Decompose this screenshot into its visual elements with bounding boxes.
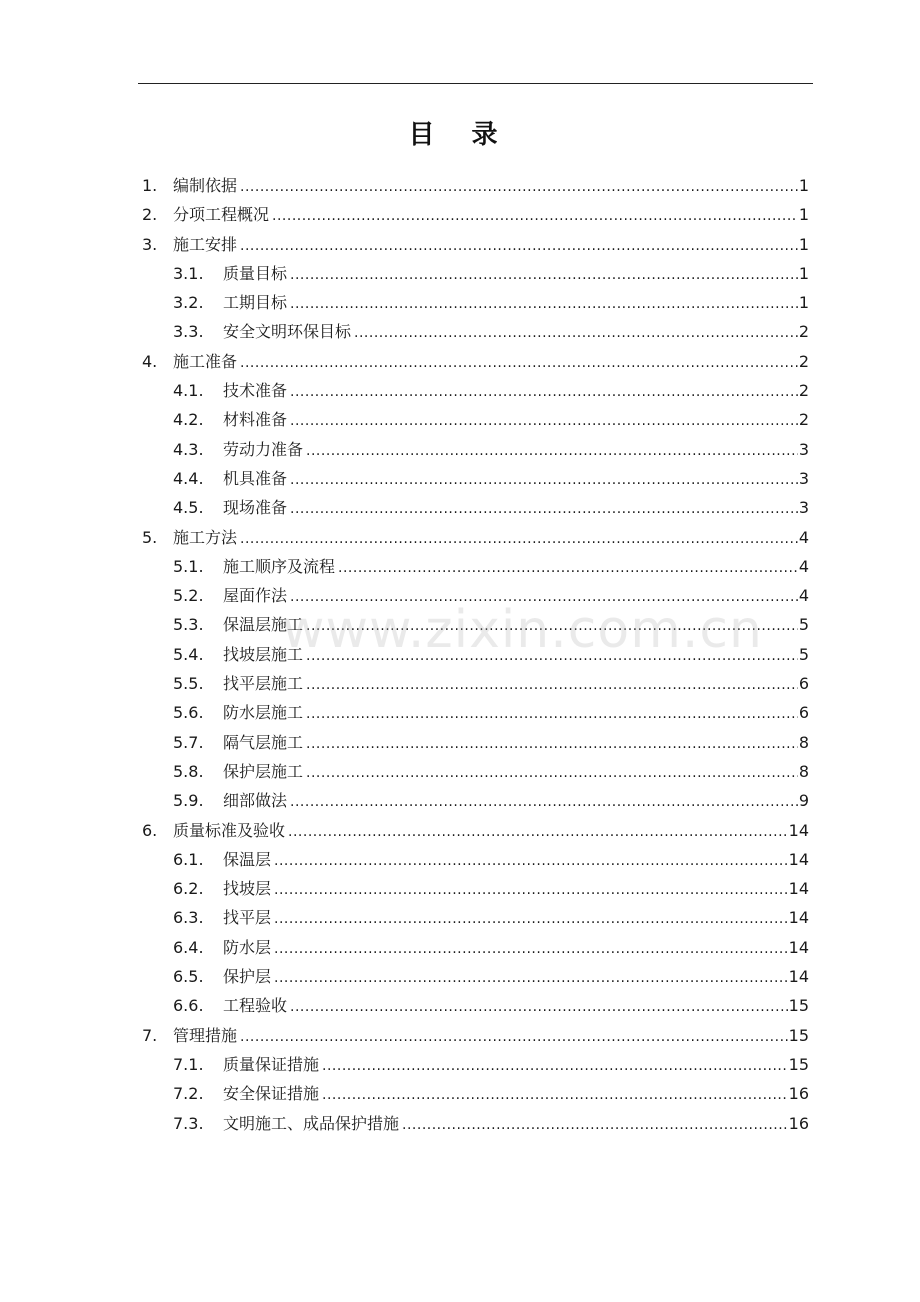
toc-dot-leader	[306, 757, 798, 786]
toc-entry-number: 5.6.	[173, 703, 204, 723]
toc-entry-label: 编制依据	[173, 176, 238, 195]
toc-entry-page: 8	[798, 732, 809, 752]
toc-dot-leader	[274, 903, 788, 932]
toc-entry-number: 3.1.	[173, 263, 204, 283]
toc-entry[interactable]	[142, 552, 809, 581]
toc-entry-page: 3	[798, 439, 809, 459]
toc-entry-number: 7.3.	[173, 1113, 204, 1133]
toc-entry-page: 2	[798, 351, 809, 371]
toc-entry-label: 屋面作法	[223, 586, 288, 606]
toc-entry-label: 细部做法	[223, 791, 288, 811]
toc-entry-number: 4.1.	[173, 381, 204, 401]
toc-dot-leader	[306, 669, 798, 698]
toc-dot-leader	[290, 288, 798, 317]
toc-entry-page: 1	[798, 205, 809, 225]
toc-dot-leader	[240, 523, 798, 552]
toc-entry-number: 4.2.	[173, 410, 204, 430]
toc-entry-page: 1	[798, 263, 809, 283]
toc-entry-number: 3.3.	[173, 322, 204, 342]
toc-entry[interactable]	[142, 493, 809, 522]
toc-entry-label: 工程验收	[223, 996, 288, 1016]
toc-entry-label: 分项工程概况	[173, 205, 270, 225]
toc-entry-number: 5.5.	[173, 674, 204, 694]
toc-entry-page: 1	[798, 293, 809, 313]
toc-entry-page: 9	[798, 791, 809, 811]
toc-entry-page: 14	[788, 908, 809, 928]
toc-entry[interactable]	[142, 786, 809, 815]
toc-entry-page: 15	[788, 1054, 809, 1074]
toc-entry[interactable]	[142, 757, 809, 786]
toc-entry[interactable]	[142, 523, 809, 552]
toc-entry[interactable]	[142, 1079, 809, 1108]
toc-entry-page: 16	[788, 1113, 809, 1133]
toc-entry[interactable]	[142, 610, 809, 639]
toc-entry-page: 14	[788, 937, 809, 957]
toc-entry-number: 6.	[142, 820, 158, 840]
header-rule	[138, 83, 813, 84]
toc-entry-number: 4.4.	[173, 468, 204, 488]
watermark: www.zixin.com.cn	[282, 600, 763, 660]
toc-entry-page: 5	[798, 644, 809, 664]
toc-dot-leader	[290, 405, 798, 434]
toc-entry-page: 16	[788, 1084, 809, 1104]
toc-entry-page: 3	[798, 498, 809, 518]
toc-dot-leader	[354, 317, 798, 346]
toc-entry-label: 管理措施	[173, 1025, 238, 1045]
toc-entry-page: 8	[798, 761, 809, 781]
toc-entry-label: 施工安排	[173, 234, 238, 254]
toc-entry-number: 5.	[142, 527, 158, 547]
toc-entry-number: 3.	[142, 234, 158, 254]
toc-dot-leader	[274, 962, 788, 991]
toc-entry-label: 机具准备	[223, 468, 288, 488]
toc-entry[interactable]	[142, 200, 809, 229]
toc-dot-leader	[306, 698, 798, 727]
toc-dot-leader	[288, 816, 788, 845]
toc-dot-leader	[274, 845, 788, 874]
toc-entry-page: 14	[788, 849, 809, 869]
toc-entry[interactable]	[142, 435, 809, 464]
toc-dot-leader	[306, 610, 798, 639]
toc-entry-label: 保温层	[223, 849, 272, 869]
toc-entry[interactable]	[142, 991, 809, 1020]
toc-entry[interactable]	[142, 288, 809, 317]
toc-entry-label: 工期目标	[223, 293, 288, 313]
toc-entry-page: 15	[788, 1025, 809, 1045]
toc-entry-label: 保温层施工	[223, 615, 304, 635]
toc-entry[interactable]	[142, 962, 809, 991]
toc-dot-leader	[322, 1050, 788, 1079]
toc-dot-leader	[338, 552, 798, 581]
toc-entry-page: 4	[798, 586, 809, 606]
toc-entry-number: 4.3.	[173, 439, 204, 459]
page-title: 目 录	[408, 120, 512, 150]
toc-entry-number: 5.3.	[173, 615, 204, 635]
toc-entry-number: 6.5.	[173, 967, 204, 987]
toc-dot-leader	[322, 1079, 788, 1108]
toc-entry-number: 4.	[142, 351, 158, 371]
toc-entry-number: 5.9.	[173, 791, 204, 811]
toc-entry-page: 6	[798, 703, 809, 723]
toc-dot-leader	[240, 230, 798, 259]
toc-entry-page: 5	[798, 615, 809, 635]
toc-entry[interactable]	[142, 728, 809, 757]
toc-entry[interactable]	[142, 640, 809, 669]
toc-entry-label: 现场准备	[223, 498, 288, 518]
toc-entry-page: 3	[798, 468, 809, 488]
toc-dot-leader	[240, 1021, 788, 1050]
toc-entry-label: 材料准备	[223, 410, 288, 430]
toc-entry-label: 施工顺序及流程	[223, 556, 336, 576]
toc-entry-number: 6.1.	[173, 849, 204, 869]
toc-entry[interactable]	[142, 405, 809, 434]
toc-entry-label: 劳动力准备	[223, 439, 304, 459]
toc-dot-leader	[306, 435, 798, 464]
toc-entry-label: 安全文明环保目标	[223, 322, 352, 342]
toc-dot-leader	[290, 786, 798, 815]
toc-entry-label: 隔气层施工	[223, 732, 304, 752]
toc-dot-leader	[290, 991, 788, 1020]
toc-entry-number: 6.6.	[173, 996, 204, 1016]
toc-entry[interactable]	[142, 816, 809, 845]
toc-dot-leader	[306, 728, 798, 757]
toc-dot-leader	[290, 493, 798, 522]
toc-entry-label: 施工方法	[173, 527, 238, 547]
toc-entry-number: 6.4.	[173, 937, 204, 957]
toc-entry-number: 5.2.	[173, 586, 204, 606]
toc-entry-label: 文明施工、成品保护措施	[223, 1113, 400, 1133]
toc-entry[interactable]	[142, 669, 809, 698]
toc-dot-leader	[290, 376, 798, 405]
toc-entry-label: 防水层	[223, 937, 272, 957]
toc-entry[interactable]	[142, 581, 809, 610]
toc-entry-label: 防水层施工	[223, 703, 304, 723]
toc-entry[interactable]	[142, 933, 809, 962]
toc-entry-number: 4.5.	[173, 498, 204, 518]
toc-entry[interactable]	[142, 347, 809, 376]
toc-entry-number: 6.3.	[173, 908, 204, 928]
toc-entry-number: 7.	[142, 1025, 158, 1045]
toc-entry-page: 2	[798, 322, 809, 342]
toc-entry-number: 5.4.	[173, 644, 204, 664]
toc-entry[interactable]	[142, 376, 809, 405]
toc-dot-leader	[240, 171, 798, 200]
toc-entry-number: 2.	[142, 205, 158, 225]
toc-entry-label: 找坡层	[223, 879, 272, 899]
toc-entry-label: 技术准备	[223, 381, 288, 401]
toc-entry[interactable]	[142, 317, 809, 346]
toc-entry[interactable]	[142, 1050, 809, 1079]
toc-entry-label: 找平层施工	[223, 674, 304, 694]
toc-entry[interactable]	[142, 1109, 809, 1138]
toc-entry-page: 14	[788, 820, 809, 840]
toc-dot-leader	[240, 347, 798, 376]
toc-dot-leader	[290, 464, 798, 493]
toc-dot-leader	[290, 581, 798, 610]
toc-entry[interactable]	[142, 845, 809, 874]
toc-entry[interactable]	[142, 1021, 809, 1050]
toc-entry-page: 4	[798, 556, 809, 576]
toc-entry-label: 质量目标	[223, 263, 288, 283]
toc-entry[interactable]	[142, 874, 809, 903]
toc-entry[interactable]	[142, 259, 809, 288]
toc-entry-page: 2	[798, 410, 809, 430]
toc-entry-label: 安全保证措施	[223, 1084, 320, 1104]
toc-entry-label: 保护层	[223, 967, 272, 987]
toc-entry-number: 1.	[142, 176, 158, 195]
toc-entry-label: 质量标准及验收	[173, 820, 286, 840]
toc-entry-page: 4	[798, 527, 809, 547]
toc-entry-number: 7.1.	[173, 1054, 204, 1074]
toc-dot-leader	[306, 640, 798, 669]
toc-dot-leader	[274, 933, 788, 962]
toc-entry[interactable]	[142, 464, 809, 493]
toc-entry-number: 6.2.	[173, 879, 204, 899]
toc-entry-label: 找坡层施工	[223, 644, 304, 664]
toc-dot-leader	[274, 874, 788, 903]
toc-entry-page: 15	[788, 996, 809, 1016]
toc-dot-leader	[402, 1109, 788, 1138]
toc-entry-label: 找平层	[223, 908, 272, 928]
toc-entry-page: 14	[788, 967, 809, 987]
toc-entry[interactable]	[142, 230, 809, 259]
toc-dot-leader	[290, 259, 798, 288]
toc-entry-page: 1	[798, 234, 809, 254]
toc-entry-label: 质量保证措施	[223, 1054, 320, 1074]
toc-entry-label: 施工准备	[173, 351, 238, 371]
table-of-contents	[142, 171, 809, 1138]
toc-entry-page: 1	[798, 176, 809, 195]
toc-entry[interactable]	[142, 903, 809, 932]
toc-entry-number: 3.2.	[173, 293, 204, 313]
toc-entry-page: 14	[788, 879, 809, 899]
toc-entry-label: 保护层施工	[223, 761, 304, 781]
toc-entry-number: 5.7.	[173, 732, 204, 752]
toc-entry[interactable]	[142, 698, 809, 727]
toc-entry[interactable]	[142, 171, 809, 200]
toc-entry-page: 6	[798, 674, 809, 694]
toc-entry-number: 5.8.	[173, 761, 204, 781]
toc-dot-leader	[272, 200, 798, 229]
toc-entry-page: 2	[798, 381, 809, 401]
toc-entry-number: 5.1.	[173, 556, 204, 576]
toc-entry-number: 7.2.	[173, 1084, 204, 1104]
